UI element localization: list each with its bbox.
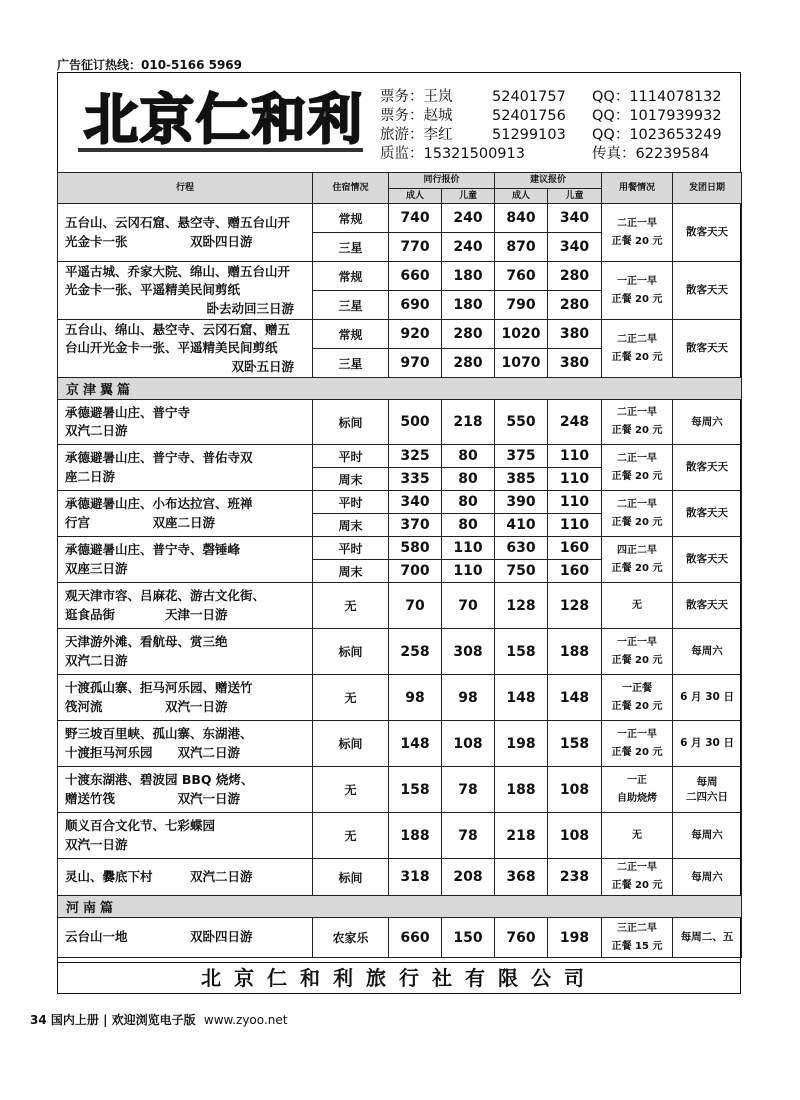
table-row (58, 675, 742, 721)
itinerary-line: 台山开光金卡一张、平遥精美民间剪纸 (65, 340, 278, 356)
meal-text: 二正一早 (617, 407, 658, 418)
itinerary-line: 卧去动回三日游 (206, 300, 294, 316)
meal-price: 正餐 20 元 (611, 293, 663, 305)
price-cell: 690 (389, 291, 442, 320)
accommodation-cell: 农家乐 (313, 918, 389, 958)
price-cell: 280 (442, 349, 495, 378)
itinerary-line: 云台山一地 双卧四日游 (65, 929, 253, 945)
table-row (58, 918, 742, 958)
price-cell: 280 (548, 262, 602, 291)
itinerary-line: 平遥古城、乔家大院、绵山、赠五台山开 (65, 263, 291, 279)
price-cell: 128 (495, 583, 548, 629)
departure-days: 二四六日 (686, 790, 729, 803)
table-row (58, 445, 742, 468)
price-cell: 110 (548, 491, 602, 514)
accommodation-cell: 常规 (313, 204, 389, 233)
price-cell: 700 (389, 560, 442, 583)
itinerary-line: 承德避暑山庄、普宁寺 (65, 404, 191, 420)
itinerary-line: 顺义百合文化节、七彩蝶园 (65, 818, 216, 833)
departure-cell (673, 491, 742, 537)
price-cell: 238 (548, 859, 602, 896)
price-cell: 110 (442, 537, 495, 560)
header-child: 儿童 (442, 189, 495, 204)
price-cell: 148 (495, 675, 548, 721)
table-row (58, 491, 742, 514)
price-cell: 150 (442, 918, 495, 958)
itinerary-cell (58, 204, 313, 262)
departure-cell (673, 204, 742, 262)
price-cell: 110 (548, 468, 602, 491)
page-number: 34 (30, 1013, 47, 1027)
meal-text: 二正一早 (617, 217, 658, 229)
price-cell: 380 (548, 349, 602, 378)
itinerary-line: 观天津市容、吕麻花、游古文化街、 (65, 588, 266, 603)
accommodation-cell: 常规 (313, 262, 389, 291)
departure-text: 每周六 (691, 415, 723, 428)
departure-text: 散客天天 (686, 553, 729, 565)
accommodation-cell: 无 (313, 813, 389, 859)
departure-cell (673, 537, 742, 583)
price-cell: 78 (442, 813, 495, 859)
itinerary-cell (58, 629, 313, 675)
itinerary-line: 承德避暑山庄、小布达拉宫、班禅 (65, 496, 253, 511)
itinerary-cell (58, 813, 313, 859)
itinerary-line: 五台山、云冈石窟、悬空寺、赠五台山开 (65, 215, 291, 230)
departure-text: 散客天天 (686, 599, 729, 611)
meal-text: 一正一早 (617, 636, 658, 648)
meal-text: 无 (632, 599, 643, 611)
itinerary-cell (58, 583, 313, 629)
meal-cell (602, 918, 673, 958)
itinerary-line: 光金卡一张 双卧四日游 (65, 233, 253, 249)
table-row (58, 583, 742, 629)
meal-price: 正餐 20 元 (611, 700, 663, 712)
price-cell: 760 (495, 262, 548, 291)
price-cell: 80 (442, 491, 495, 514)
departure-cell (673, 400, 742, 445)
price-cell: 790 (495, 291, 548, 320)
contact-qq: QQ：1017939932 (592, 108, 722, 124)
meal-price: 正餐 20 元 (611, 351, 663, 363)
contact-block (380, 88, 722, 164)
meal-cell (602, 204, 673, 262)
contact-role: 票务：王岚 (380, 89, 453, 105)
meal-cell (602, 721, 673, 767)
accommodation-cell: 标间 (313, 859, 389, 896)
price-cell: 740 (389, 204, 442, 233)
table-row (58, 813, 742, 859)
price-cell: 110 (548, 445, 602, 468)
price-cell: 158 (389, 767, 442, 813)
header-accommodation: 住宿情况 (313, 173, 389, 204)
price-table (57, 172, 742, 958)
itinerary-cell (58, 400, 313, 445)
price-cell: 500 (389, 400, 442, 445)
price-cell: 160 (548, 537, 602, 560)
itinerary-cell (58, 491, 313, 537)
company-name: 北京仁和利旅行社有限公司 (57, 962, 741, 993)
contact-role: 质监：15321500913 (380, 146, 525, 162)
meal-text: 无 (632, 829, 643, 841)
departure-text: 每周六 (691, 645, 723, 657)
price-cell: 110 (548, 514, 602, 537)
header-departure: 发团日期 (673, 173, 742, 204)
accommodation-cell: 无 (313, 583, 389, 629)
itinerary-cell (58, 262, 313, 320)
header-child: 儿童 (548, 189, 602, 204)
itinerary-line: 座二日游 (65, 468, 116, 484)
price-cell: 148 (548, 675, 602, 721)
footer-browse: 欢迎浏览电子版 (111, 1013, 196, 1027)
price-cell: 110 (442, 560, 495, 583)
table-row (58, 629, 742, 675)
price-cell: 108 (548, 767, 602, 813)
meal-cell (602, 262, 673, 320)
meal-text: 二正一早 (617, 862, 658, 873)
meal-cell (602, 400, 673, 445)
table-row (58, 859, 742, 896)
meal-cell (602, 445, 673, 491)
price-cell: 218 (442, 400, 495, 445)
price-cell: 380 (548, 320, 602, 349)
price-cell: 385 (495, 468, 548, 491)
price-cell: 80 (442, 445, 495, 468)
ad-hotline: 广告征订热线：010-5166 5969 (57, 58, 243, 72)
meal-cell (602, 491, 673, 537)
meal-price: 正餐 20 元 (611, 746, 663, 758)
price-cell: 580 (389, 537, 442, 560)
price-cell: 770 (389, 233, 442, 262)
accommodation-cell: 平时 (313, 491, 389, 514)
header-adult: 成人 (495, 189, 548, 204)
itinerary-line: 双座三日游 (65, 560, 128, 576)
price-cell: 318 (389, 859, 442, 896)
meal-cell (602, 813, 673, 859)
itinerary-cell (58, 859, 313, 896)
price-cell: 630 (495, 537, 548, 560)
contact-row (380, 88, 722, 107)
price-cell: 128 (548, 583, 602, 629)
meal-cell (602, 583, 673, 629)
header-adult: 成人 (389, 189, 442, 204)
price-cell: 660 (389, 262, 442, 291)
departure-text: 6 月 30 日 (680, 737, 734, 749)
contact-phone: 52401756 (492, 108, 566, 124)
price-cell: 325 (389, 445, 442, 468)
section-header: 河南篇 (58, 896, 742, 918)
price-cell: 98 (389, 675, 442, 721)
itinerary-line: 双汽二日游 (65, 652, 128, 668)
departure-text: 6 月 30 日 (680, 691, 734, 703)
accommodation-cell: 标间 (313, 721, 389, 767)
price-cell: 180 (442, 262, 495, 291)
itinerary-line: 承德避暑山庄、普宁寺、普佑寺双 (65, 450, 253, 465)
price-cell: 390 (495, 491, 548, 514)
table-row (58, 537, 742, 560)
departure-text: 散客天天 (686, 461, 729, 473)
price-cell: 550 (495, 400, 548, 445)
price-cell: 840 (495, 204, 548, 233)
meal-price: 正餐 20 元 (611, 425, 663, 436)
price-cell: 760 (495, 918, 548, 958)
accommodation-cell: 三星 (313, 291, 389, 320)
price-cell: 280 (548, 291, 602, 320)
price-cell: 660 (389, 918, 442, 958)
accommodation-cell: 标间 (313, 629, 389, 675)
price-cell: 180 (442, 291, 495, 320)
meal-cell (602, 537, 673, 583)
meal-price: 正餐 20 元 (611, 654, 663, 666)
price-cell: 80 (442, 468, 495, 491)
departure-text: 散客天天 (686, 226, 729, 238)
itinerary-line: 双汽一日游 (65, 836, 128, 852)
itinerary-line: 光金卡一张、平遥精美民间剪纸 (65, 282, 241, 298)
accommodation-cell: 周末 (313, 468, 389, 491)
departure-cell (673, 721, 742, 767)
contact-qq: QQ：1023653249 (592, 127, 722, 143)
price-cell: 78 (442, 767, 495, 813)
departure-text: 散客天天 (686, 507, 729, 519)
contact-phone: 52401757 (492, 89, 566, 105)
footer-label: 国内上册 (50, 1013, 99, 1027)
meal-price: 自助烧烤 (617, 792, 658, 804)
price-cell: 208 (442, 859, 495, 896)
price-cell: 158 (495, 629, 548, 675)
accommodation-cell: 标间 (313, 400, 389, 445)
itinerary-line: 逛食品街 天津一日游 (65, 606, 228, 622)
departure-cell (673, 629, 742, 675)
departure-text: 散客天天 (686, 284, 729, 296)
price-cell: 198 (548, 918, 602, 958)
contact-qq: QQ：1114078132 (592, 89, 722, 105)
header-itinerary: 行程 (58, 173, 313, 204)
table-row (58, 767, 742, 813)
table-row (58, 204, 742, 233)
accommodation-cell: 三星 (313, 233, 389, 262)
meal-text: 二正一早 (617, 498, 658, 510)
price-cell: 188 (548, 629, 602, 675)
contact-row (380, 126, 722, 145)
accommodation-cell: 平时 (313, 537, 389, 560)
itinerary-line: 十渡孤山寨、拒马河乐园、赠送竹 (65, 680, 253, 695)
itinerary-line: 天津游外滩、看航母、赏三绝 (65, 634, 228, 649)
price-cell: 198 (495, 721, 548, 767)
departure-cell (673, 320, 742, 378)
price-cell: 70 (442, 583, 495, 629)
price-cell: 750 (495, 560, 548, 583)
departure-text: 每周六 (691, 870, 723, 883)
price-cell: 340 (548, 233, 602, 262)
price-cell: 920 (389, 320, 442, 349)
departure-cell (673, 859, 742, 896)
table-row (58, 721, 742, 767)
itinerary-cell (58, 721, 313, 767)
contact-row (380, 145, 722, 164)
table-row (58, 262, 742, 291)
header-meals: 用餐情况 (602, 173, 673, 204)
price-cell: 188 (495, 767, 548, 813)
meal-price: 正餐 20 元 (611, 880, 663, 891)
price-cell: 108 (548, 813, 602, 859)
header-peer-price: 同行报价 (389, 173, 495, 189)
departure-text: 每周二、五 (680, 931, 734, 943)
contact-fax: 传真：62239584 (592, 146, 710, 162)
itinerary-cell (58, 537, 313, 583)
departure-cell (673, 918, 742, 958)
departure-cell (673, 813, 742, 859)
price-cell: 248 (548, 400, 602, 445)
price-cell: 148 (389, 721, 442, 767)
meal-cell (602, 859, 673, 896)
meal-price: 正餐 20 元 (611, 516, 663, 528)
meal-cell (602, 629, 673, 675)
page-footer (30, 1011, 287, 1028)
footer-separator: | (103, 1013, 108, 1027)
price-cell: 1070 (495, 349, 548, 378)
price-cell: 375 (495, 445, 548, 468)
itinerary-cell (58, 675, 313, 721)
meal-cell (602, 320, 673, 378)
price-cell: 970 (389, 349, 442, 378)
meal-text: 二正二早 (617, 333, 658, 345)
price-cell: 370 (389, 514, 442, 537)
accommodation-cell: 无 (313, 675, 389, 721)
brand-logo (78, 84, 368, 156)
accommodation-cell: 三星 (313, 349, 389, 378)
meal-text: 一正餐 (622, 682, 653, 694)
table-row (58, 378, 742, 400)
itinerary-line: 灵山、爨底下村 双汽二日游 (65, 868, 253, 884)
table-row (58, 320, 742, 349)
departure-text: 散客天天 (686, 342, 729, 354)
meal-price: 正餐 20 元 (611, 235, 663, 247)
departure-cell (673, 445, 742, 491)
price-cell: 240 (442, 233, 495, 262)
itinerary-line: 五台山、绵山、悬空寺、云冈石窟、赠五 (65, 321, 291, 337)
departure-text: 每周 (696, 775, 718, 788)
meal-cell (602, 675, 673, 721)
price-cell: 308 (442, 629, 495, 675)
itinerary-line: 十渡拒马河乐园 双汽二日游 (65, 744, 241, 760)
itinerary-line: 承德避暑山庄、普宁寺、磬锤峰 (65, 542, 241, 557)
price-cell: 70 (389, 583, 442, 629)
price-cell: 340 (389, 491, 442, 514)
departure-cell (673, 583, 742, 629)
itinerary-line: 双卧五日游 (231, 358, 294, 374)
contact-row (380, 107, 722, 126)
departure-text: 每周六 (691, 829, 723, 841)
price-cell: 1020 (495, 320, 548, 349)
itinerary-line: 双汽二日游 (65, 423, 128, 438)
header-suggested-price: 建议报价 (495, 173, 602, 189)
departure-cell (673, 675, 742, 721)
meal-text: 四正二早 (617, 544, 658, 556)
section-header: 京津翼篇 (58, 378, 742, 400)
itinerary-line: 野三坡百里峡、孤山寨、东湖港、 (65, 726, 253, 741)
meal-cell (602, 767, 673, 813)
logo-text: 北京仁和利 (84, 87, 364, 151)
departure-cell (673, 262, 742, 320)
itinerary-line: 赠送竹筏 双汽一日游 (65, 790, 241, 806)
departure-cell (673, 767, 742, 813)
price-cell: 98 (442, 675, 495, 721)
contact-role: 票务：赵城 (380, 108, 453, 124)
itinerary-line: 十渡东湖港、碧波园 BBQ 烧烤、 (65, 772, 254, 787)
price-cell: 158 (548, 721, 602, 767)
meal-text: 一正一早 (617, 728, 658, 740)
price-cell: 240 (442, 204, 495, 233)
meal-text: 三正二早 (617, 922, 658, 934)
itinerary-cell (58, 918, 313, 958)
meal-price: 正餐 15 元 (611, 940, 663, 952)
meal-price: 正餐 20 元 (611, 562, 663, 574)
accommodation-cell: 周末 (313, 560, 389, 583)
price-cell: 335 (389, 468, 442, 491)
meal-text: 二正一早 (617, 452, 658, 464)
footer-url: www.zyoo.net (203, 1013, 288, 1027)
price-cell: 368 (495, 859, 548, 896)
price-cell: 188 (389, 813, 442, 859)
meal-text: 一正 (627, 774, 648, 786)
meal-text: 一正一早 (617, 275, 658, 287)
table-row (58, 896, 742, 918)
accommodation-cell: 周末 (313, 514, 389, 537)
meal-price: 正餐 20 元 (611, 470, 663, 482)
price-cell: 218 (495, 813, 548, 859)
price-cell: 108 (442, 721, 495, 767)
itinerary-cell (58, 445, 313, 491)
price-cell: 80 (442, 514, 495, 537)
price-cell: 280 (442, 320, 495, 349)
price-cell: 258 (389, 629, 442, 675)
accommodation-cell: 常规 (313, 320, 389, 349)
price-cell: 870 (495, 233, 548, 262)
price-cell: 410 (495, 514, 548, 537)
itinerary-cell (58, 767, 313, 813)
contact-role: 旅游：李红 (380, 127, 453, 143)
accommodation-cell: 平时 (313, 445, 389, 468)
price-cell: 340 (548, 204, 602, 233)
accommodation-cell: 无 (313, 767, 389, 813)
itinerary-line: 行宫 双座二日游 (65, 514, 216, 530)
table-row (58, 400, 742, 445)
contact-phone: 51299103 (492, 127, 566, 143)
price-cell: 160 (548, 560, 602, 583)
itinerary-cell (58, 320, 313, 378)
itinerary-line: 筏河流 双汽一日游 (65, 698, 228, 714)
